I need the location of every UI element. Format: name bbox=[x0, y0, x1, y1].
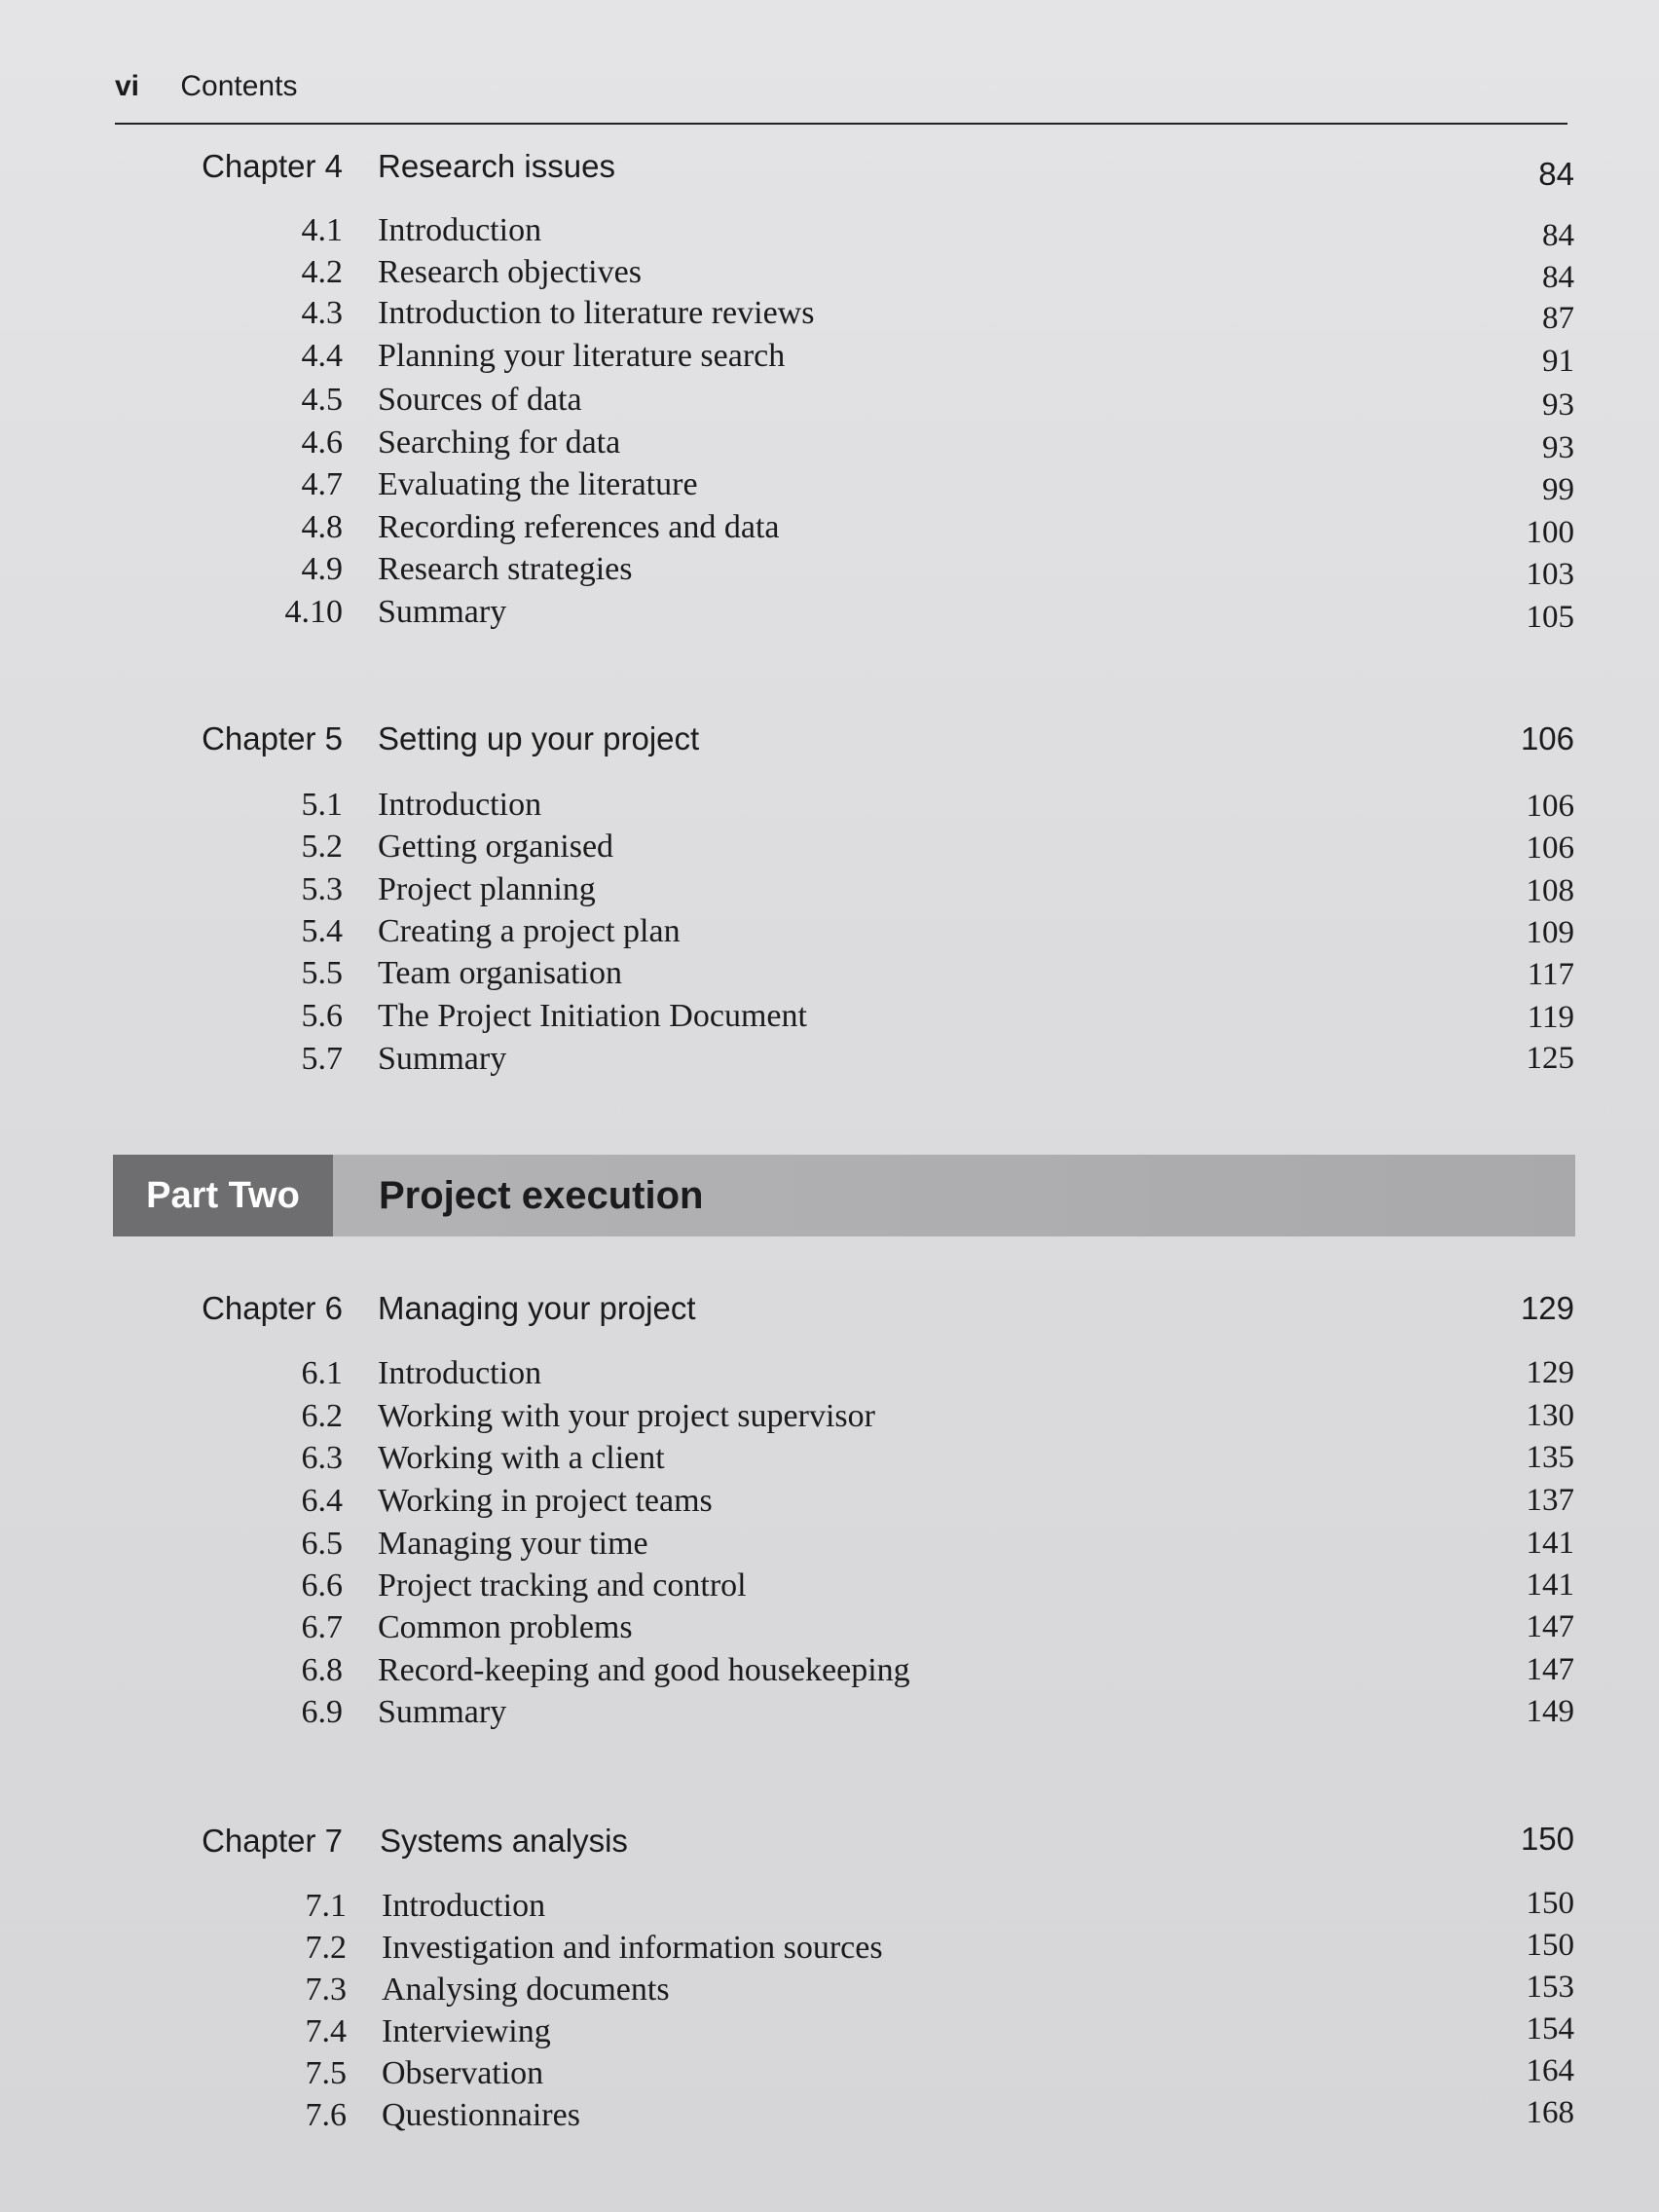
section-title: Team organisation bbox=[378, 955, 622, 991]
section-number: 4.9 bbox=[301, 551, 343, 587]
chapter-title: Setting up your project bbox=[378, 720, 700, 756]
page-number: vi bbox=[115, 70, 140, 102]
chapter-heading bbox=[0, 1290, 1659, 1335]
section-title: Common problems bbox=[378, 1609, 633, 1645]
toc-entry bbox=[0, 871, 1659, 912]
section-number: 5.2 bbox=[301, 829, 343, 865]
part-label: Part Two bbox=[113, 1155, 333, 1236]
section-page: 168 bbox=[1526, 2095, 1574, 2130]
toc-entry bbox=[0, 466, 1659, 507]
section-page: 119 bbox=[1527, 1000, 1574, 1035]
section-page: 93 bbox=[1542, 387, 1574, 423]
chapter-label: Chapter 5 bbox=[202, 720, 343, 756]
section-page: 130 bbox=[1526, 1398, 1574, 1433]
section-title: Introduction bbox=[378, 212, 542, 248]
section-number: 7.3 bbox=[305, 1972, 347, 2008]
section-title: The Project Initiation Document bbox=[378, 998, 807, 1034]
toc-entry bbox=[0, 1567, 1659, 1608]
chapter-heading bbox=[0, 148, 1659, 193]
section-number: 6.3 bbox=[301, 1440, 343, 1476]
chapter-heading bbox=[0, 720, 1659, 765]
toc-entry bbox=[0, 2097, 1659, 2138]
chapter-heading bbox=[0, 1823, 1659, 1867]
section-page: 99 bbox=[1542, 472, 1574, 507]
section-page: 91 bbox=[1542, 344, 1574, 379]
section-title: Planning your literature search bbox=[378, 338, 786, 374]
toc-entry bbox=[0, 338, 1659, 379]
toc-entry bbox=[0, 295, 1659, 336]
section-page: 153 bbox=[1526, 1970, 1574, 2005]
section-page: 103 bbox=[1526, 557, 1574, 592]
toc-entry bbox=[0, 424, 1659, 465]
section-page: 100 bbox=[1526, 515, 1574, 550]
section-title: Introduction bbox=[378, 1355, 542, 1391]
toc-entry bbox=[0, 2055, 1659, 2096]
toc-entry bbox=[0, 1609, 1659, 1650]
section-number: 5.4 bbox=[301, 913, 343, 949]
chapter-label: Chapter 6 bbox=[202, 1290, 343, 1326]
toc-entry bbox=[0, 1041, 1659, 1082]
section-title: Interviewing bbox=[382, 2013, 551, 2049]
section-title: Sources of data bbox=[378, 382, 582, 418]
section-title: Recording references and data bbox=[378, 509, 780, 545]
chapter-page: 106 bbox=[1520, 720, 1574, 756]
toc-entry bbox=[0, 829, 1659, 869]
chapter-label: Chapter 4 bbox=[202, 148, 343, 184]
section-title: Research strategies bbox=[378, 551, 633, 587]
section-number: 6.6 bbox=[301, 1567, 343, 1604]
section-number: 6.2 bbox=[301, 1398, 343, 1434]
section-title: Working with a client bbox=[378, 1440, 665, 1476]
part-banner bbox=[113, 1155, 1575, 1236]
toc-entry bbox=[0, 1483, 1659, 1524]
section-number: 6.9 bbox=[301, 1694, 343, 1730]
section-page: 117 bbox=[1527, 957, 1574, 992]
section-page: 84 bbox=[1542, 260, 1574, 295]
section-page: 84 bbox=[1542, 218, 1574, 253]
header-rule bbox=[115, 123, 1567, 125]
section-title: Observation bbox=[382, 2055, 544, 2091]
chapter-label: Chapter 7 bbox=[202, 1823, 343, 1859]
section-number: 7.2 bbox=[305, 1930, 347, 1966]
header-title: Contents bbox=[180, 70, 298, 102]
section-number: 7.6 bbox=[305, 2097, 347, 2133]
section-number: 4.2 bbox=[301, 254, 343, 290]
section-number: 7.4 bbox=[305, 2013, 347, 2049]
section-page: 141 bbox=[1526, 1567, 1574, 1603]
section-number: 5.5 bbox=[301, 955, 343, 991]
toc-entry bbox=[0, 998, 1659, 1039]
section-page: 137 bbox=[1526, 1483, 1574, 1518]
section-number: 5.6 bbox=[301, 998, 343, 1034]
section-number: 5.3 bbox=[301, 871, 343, 907]
section-title: Managing your time bbox=[378, 1526, 648, 1562]
section-title: Introduction to literature reviews bbox=[378, 295, 815, 331]
section-number: 4.8 bbox=[301, 509, 343, 545]
section-page: 87 bbox=[1542, 301, 1574, 336]
toc-entry bbox=[0, 1972, 1659, 2012]
section-number: 4.5 bbox=[301, 382, 343, 418]
section-title: Evaluating the literature bbox=[378, 466, 698, 502]
part-title: Project execution bbox=[379, 1173, 704, 1217]
toc-entry bbox=[0, 955, 1659, 996]
toc-entry bbox=[0, 254, 1659, 295]
chapter-title: Systems analysis bbox=[380, 1823, 628, 1859]
section-page: 129 bbox=[1526, 1355, 1574, 1390]
section-page: 164 bbox=[1526, 2053, 1574, 2088]
chapter-page: 84 bbox=[1538, 156, 1574, 192]
section-title: Introduction bbox=[378, 787, 542, 823]
section-page: 149 bbox=[1526, 1694, 1574, 1729]
section-page: 154 bbox=[1526, 2011, 1574, 2046]
section-title: Searching for data bbox=[378, 424, 621, 461]
section-page: 135 bbox=[1526, 1440, 1574, 1475]
toc-entry bbox=[0, 509, 1659, 550]
section-number: 5.7 bbox=[301, 1041, 343, 1077]
section-title: Project tracking and control bbox=[378, 1567, 747, 1604]
section-number: 4.6 bbox=[301, 424, 343, 461]
toc-entry bbox=[0, 1652, 1659, 1693]
section-number: 5.1 bbox=[301, 787, 343, 823]
section-title: Summary bbox=[378, 1041, 507, 1077]
section-number: 7.1 bbox=[305, 1888, 347, 1924]
chapter-page: 150 bbox=[1520, 1821, 1574, 1857]
section-page: 106 bbox=[1526, 789, 1574, 824]
section-page: 105 bbox=[1526, 600, 1574, 635]
section-page: 141 bbox=[1526, 1526, 1574, 1561]
toc-entry bbox=[0, 594, 1659, 635]
section-page: 125 bbox=[1526, 1041, 1574, 1076]
chapter-title: Managing your project bbox=[378, 1290, 696, 1326]
section-number: 6.1 bbox=[301, 1355, 343, 1391]
section-number: 6.7 bbox=[301, 1609, 343, 1645]
chapter-title: Research issues bbox=[378, 148, 615, 184]
section-title: Project planning bbox=[378, 871, 596, 907]
section-page: 147 bbox=[1526, 1609, 1574, 1644]
toc-entry bbox=[0, 1694, 1659, 1735]
chapter-page: 129 bbox=[1520, 1290, 1574, 1326]
toc-entry bbox=[0, 1398, 1659, 1439]
section-title: Working with your project supervisor bbox=[378, 1398, 875, 1434]
section-number: 7.5 bbox=[305, 2055, 347, 2091]
section-title: Introduction bbox=[382, 1888, 546, 1924]
section-title: Record-keeping and good housekeeping bbox=[378, 1652, 910, 1688]
section-title: Summary bbox=[378, 1694, 507, 1730]
section-page: 106 bbox=[1526, 830, 1574, 866]
toc-entry bbox=[0, 1888, 1659, 1929]
section-title: Creating a project plan bbox=[378, 913, 681, 949]
section-number: 4.4 bbox=[301, 338, 343, 374]
section-title: Analysing documents bbox=[382, 1972, 670, 2008]
section-number: 4.7 bbox=[301, 466, 343, 502]
section-number: 6.4 bbox=[301, 1483, 343, 1519]
toc-entry bbox=[0, 1440, 1659, 1481]
toc-entry bbox=[0, 1930, 1659, 1971]
toc-entry bbox=[0, 2013, 1659, 2054]
toc-entry bbox=[0, 382, 1659, 423]
section-page: 150 bbox=[1526, 1928, 1574, 1963]
toc-entry bbox=[0, 913, 1659, 954]
section-title: Getting organised bbox=[378, 829, 614, 865]
section-page: 109 bbox=[1526, 915, 1574, 950]
toc-entry bbox=[0, 1355, 1659, 1396]
page-header bbox=[115, 70, 297, 103]
section-page: 147 bbox=[1526, 1652, 1574, 1687]
toc-entry bbox=[0, 1526, 1659, 1567]
section-number: 4.3 bbox=[301, 295, 343, 331]
toc-entry bbox=[0, 212, 1659, 253]
section-title: Working in project teams bbox=[378, 1483, 713, 1519]
section-number: 6.5 bbox=[301, 1526, 343, 1562]
section-page: 93 bbox=[1542, 430, 1574, 465]
section-page: 108 bbox=[1526, 873, 1574, 908]
section-number: 6.8 bbox=[301, 1652, 343, 1688]
toc-entry bbox=[0, 551, 1659, 592]
section-title: Questionnaires bbox=[382, 2097, 580, 2133]
section-page: 150 bbox=[1526, 1886, 1574, 1921]
section-title: Research objectives bbox=[378, 254, 642, 290]
section-title: Summary bbox=[378, 594, 507, 630]
section-number: 4.10 bbox=[284, 594, 343, 630]
section-number: 4.1 bbox=[301, 212, 343, 248]
section-title: Investigation and information sources bbox=[382, 1930, 883, 1966]
toc-entry bbox=[0, 787, 1659, 828]
